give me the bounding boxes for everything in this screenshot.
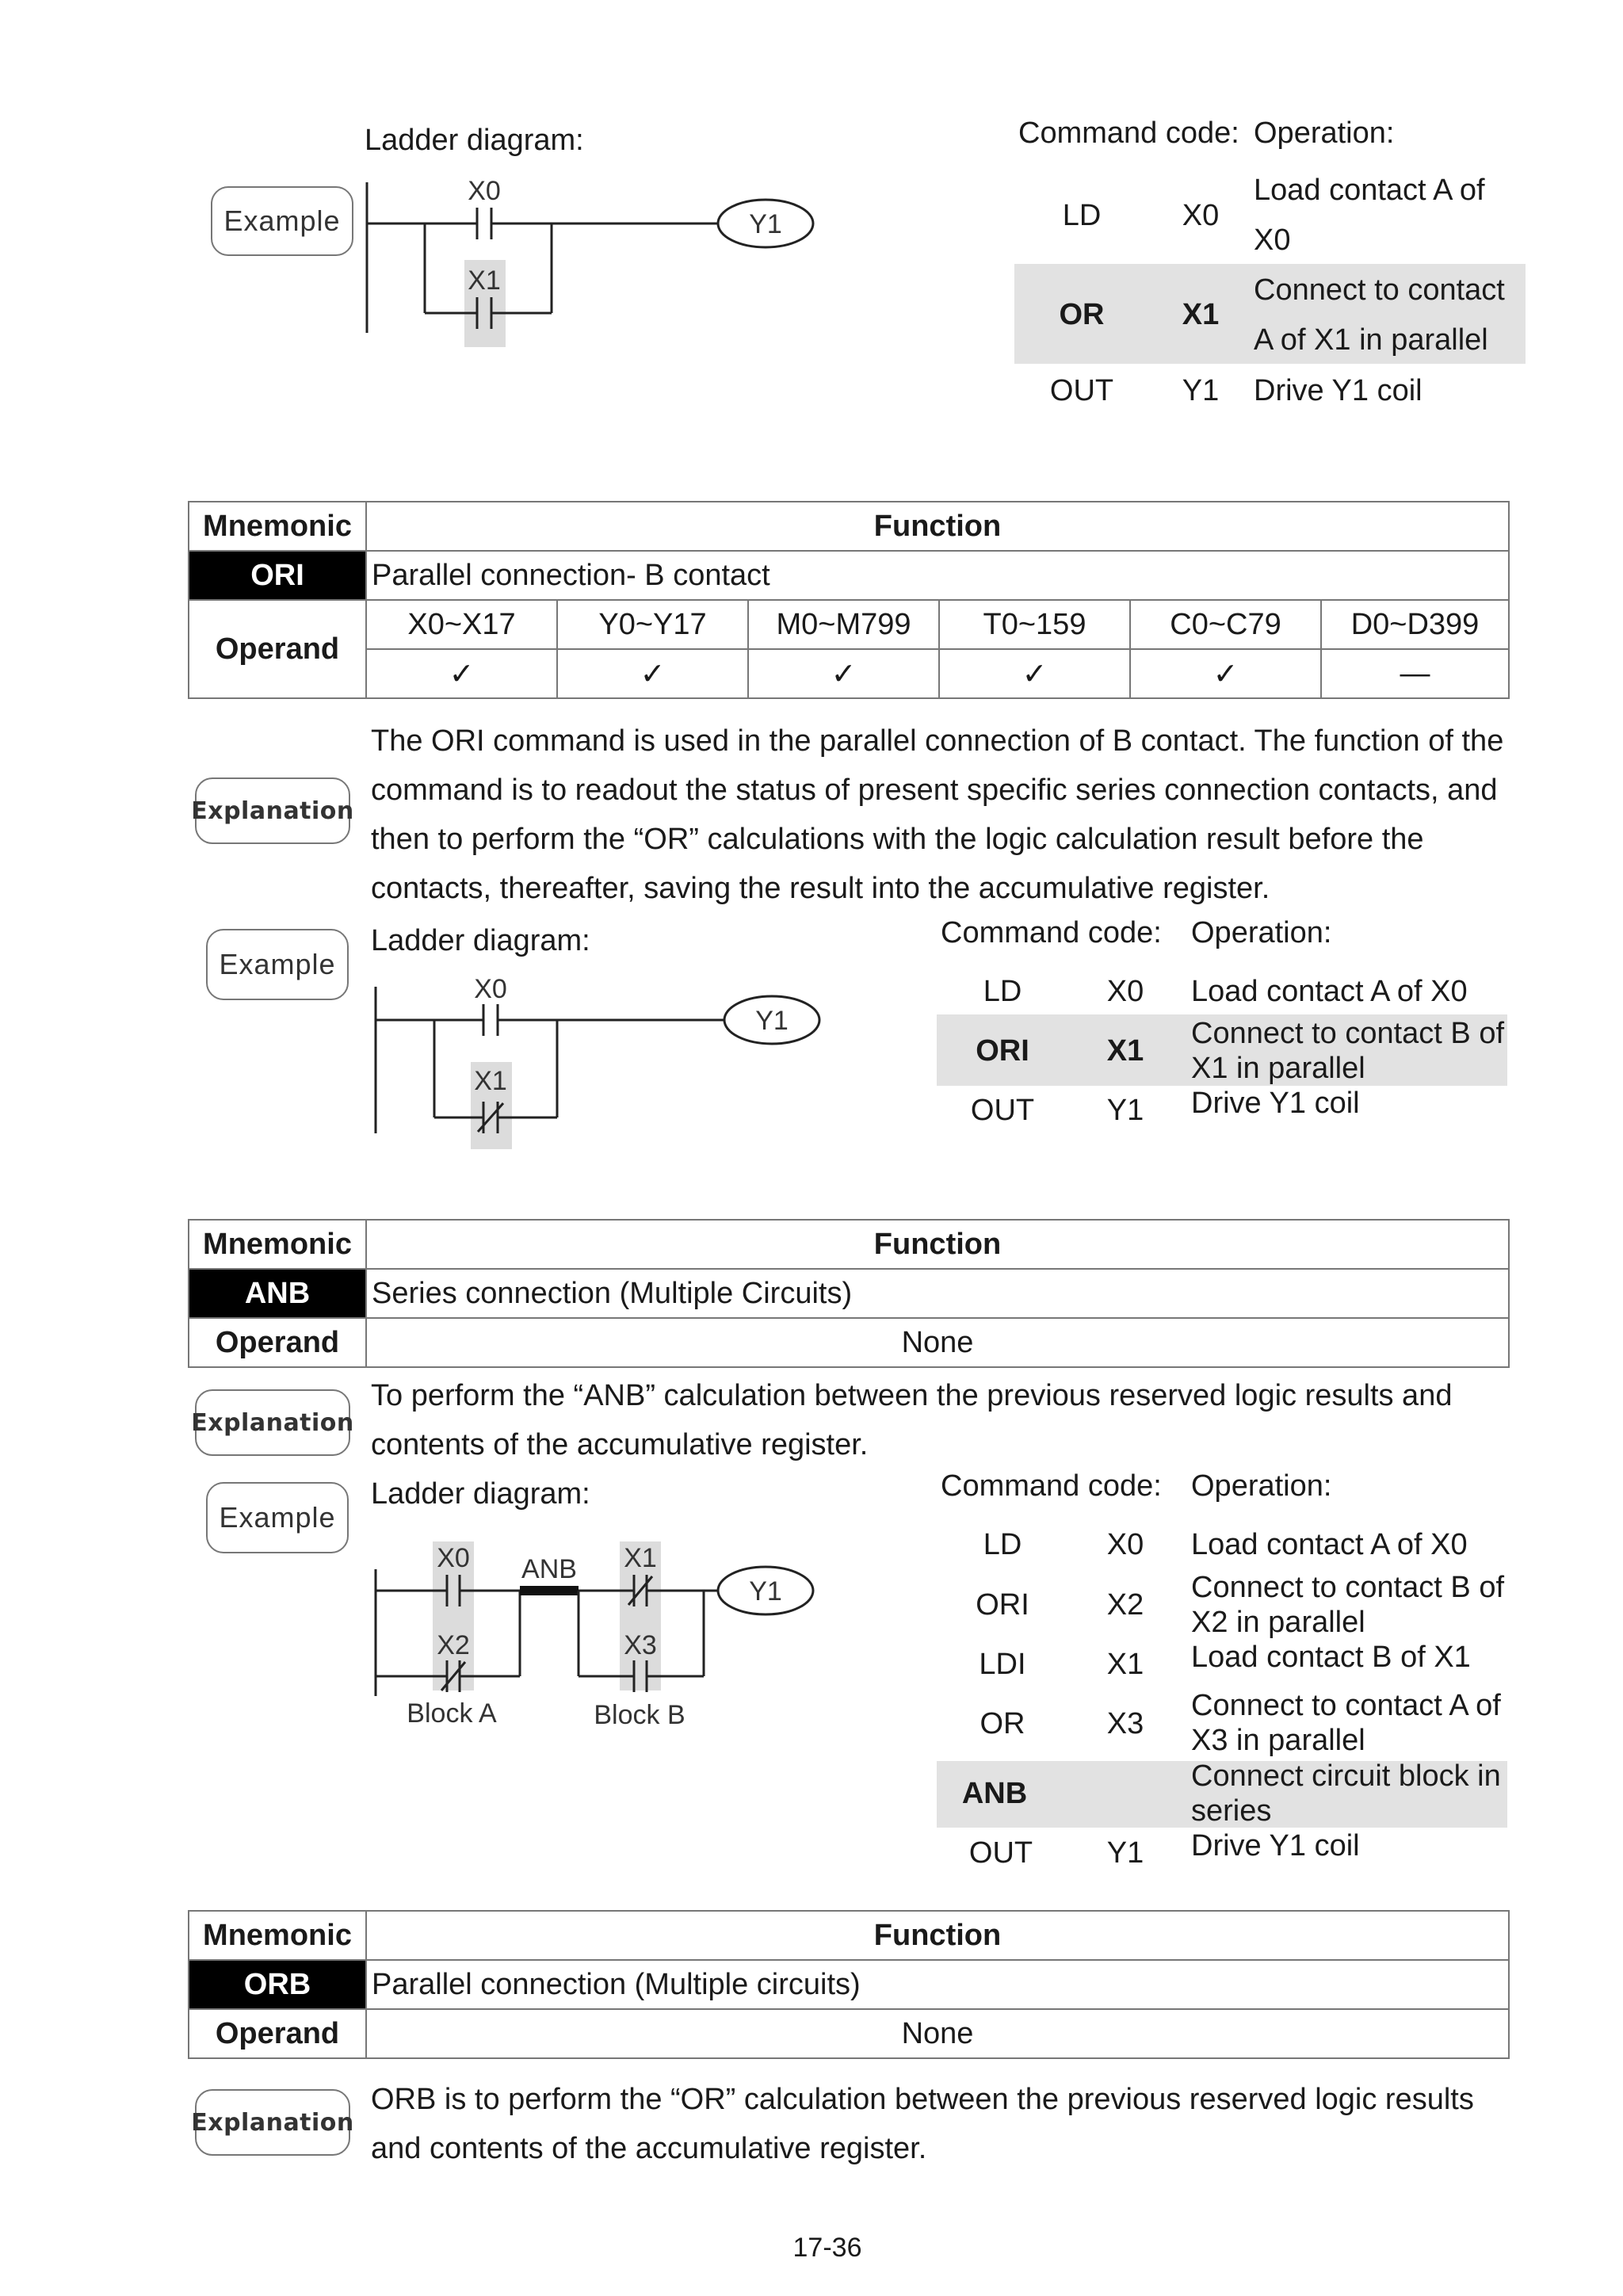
command-cell: OUT xyxy=(968,1836,1033,1870)
explanation-line: contents of the accumulative register. xyxy=(371,1428,869,1461)
operand-mark: ✓ xyxy=(1130,649,1321,698)
operand-mark: — xyxy=(1321,649,1509,698)
command-cell: OR xyxy=(1059,298,1105,331)
mnemonic-header: Mnemonic xyxy=(189,1911,366,1960)
example-badge: Example xyxy=(206,1482,349,1553)
coil-label: Y1 xyxy=(749,209,782,239)
ladder-label: Ladder diagram: xyxy=(371,924,590,957)
device-cell: X0 xyxy=(1106,975,1144,1008)
ori-explanation xyxy=(371,716,1506,913)
explanation-line: then to perform the “OR” calculations with the logic calculation result before the xyxy=(371,823,1424,856)
contact-label: X0 xyxy=(474,974,507,1004)
orb-explanation xyxy=(371,2075,1506,2173)
operation-cell: Load contact B of X1 xyxy=(1191,1641,1471,1674)
contact-label: X1 xyxy=(624,1543,657,1573)
operation-header: Operation: xyxy=(1191,916,1332,949)
operation-cell: X0 xyxy=(1254,223,1291,257)
command-cell: LD xyxy=(1062,199,1102,232)
device-cell: X0 xyxy=(1106,1528,1144,1561)
command-cell: OR xyxy=(980,1707,1025,1740)
operation-cell: Load contact A of X0 xyxy=(1191,975,1468,1008)
operand-range: T0~159 xyxy=(939,600,1130,649)
operation-header: Operation: xyxy=(1254,117,1395,150)
contact-label: X0 xyxy=(468,176,501,206)
contact-label: X1 xyxy=(468,266,501,296)
operation-cell: X1 in parallel xyxy=(1191,1052,1365,1085)
coil-label: Y1 xyxy=(749,1576,782,1606)
ladder-diagram-anb xyxy=(365,1534,856,1748)
mnemonic-header: Mnemonic xyxy=(189,502,366,551)
function-header: Function xyxy=(366,502,1509,551)
operation-cell: Load contact A of xyxy=(1254,174,1485,207)
contact-label: X0 xyxy=(437,1543,470,1573)
operand-range: Y0~Y17 xyxy=(557,600,748,649)
operand-range: D0~D399 xyxy=(1321,600,1509,649)
block-label: Block A xyxy=(407,1698,497,1729)
ori-spec-table xyxy=(188,501,1510,699)
operation-cell: A of X1 in parallel xyxy=(1254,323,1488,357)
operation-cell: Connect to contact B of xyxy=(1191,1017,1505,1050)
command-cell: OUT xyxy=(970,1094,1035,1127)
page-number: 17-36 xyxy=(792,2233,862,2263)
explanation-line: To perform the “ANB” calculation between the previous reserved logic results and xyxy=(371,1379,1453,1412)
operand-mark: ✓ xyxy=(748,649,939,698)
operation-cell: Connect to contact A of xyxy=(1191,1689,1501,1722)
command-cell: LD xyxy=(983,975,1022,1008)
operand-mark: ✓ xyxy=(557,649,748,698)
operand-range: M0~M799 xyxy=(748,600,939,649)
explanation-line: command is to readout the status of present specific series connection contacts, and xyxy=(371,774,1498,807)
operand-mark: ✓ xyxy=(939,649,1130,698)
device-cell: Y1 xyxy=(1106,1836,1144,1870)
operand-mark: ✓ xyxy=(366,649,557,698)
anb-spec-table xyxy=(188,1219,1510,1368)
operation-cell: Connect circuit block in xyxy=(1191,1759,1501,1793)
mnemonic-cell: ORI xyxy=(189,551,366,600)
contact-label: X2 xyxy=(437,1630,470,1660)
device-cell: Y1 xyxy=(1106,1094,1144,1127)
device-cell: X1 xyxy=(1106,1648,1144,1681)
function-cell: Parallel connection- B contact xyxy=(366,551,1509,600)
command-header: Command code: xyxy=(941,1469,1162,1503)
device-cell: X1 xyxy=(1106,1034,1144,1068)
command-cell: ORI xyxy=(976,1034,1029,1068)
mnemonic-cell: ANB xyxy=(189,1269,366,1318)
operand-value: None xyxy=(366,2009,1509,2058)
function-cell: Parallel connection (Multiple circuits) xyxy=(366,1960,1509,2009)
device-cell: X0 xyxy=(1182,199,1220,232)
operand-value: None xyxy=(366,1318,1509,1367)
ladder-diagram-or xyxy=(349,166,840,349)
device-cell: X3 xyxy=(1106,1707,1144,1740)
ladder-label: Ladder diagram: xyxy=(365,124,584,157)
operation-cell: Connect to contact xyxy=(1254,273,1505,307)
block-label: Block B xyxy=(594,1700,685,1730)
command-cell: ANB xyxy=(961,1777,1028,1810)
explanation-badge: Explanation xyxy=(195,1389,350,1456)
anb-label: ANB xyxy=(521,1554,577,1584)
mnemonic-header: Mnemonic xyxy=(189,1220,366,1269)
device-cell: X1 xyxy=(1182,298,1220,331)
operation-cell: Drive Y1 coil xyxy=(1191,1087,1360,1120)
operation-cell: Drive Y1 coil xyxy=(1191,1829,1360,1862)
mnemonic-cell: ORB xyxy=(189,1960,366,2009)
command-header: Command code: xyxy=(941,916,1162,949)
contact-label: X1 xyxy=(474,1066,507,1096)
ladder-label: Ladder diagram: xyxy=(371,1477,590,1511)
explanation-line: and contents of the accumulative register. xyxy=(371,2132,927,2165)
orb-spec-table xyxy=(188,1910,1510,2059)
function-header: Function xyxy=(366,1220,1509,1269)
operand-range: X0~X17 xyxy=(366,600,557,649)
explanation-badge: Explanation xyxy=(195,777,350,844)
operation-cell: Drive Y1 coil xyxy=(1254,374,1423,407)
device-cell: Y1 xyxy=(1182,374,1220,407)
operation-cell: X2 in parallel xyxy=(1191,1606,1365,1639)
operand-label: Operand xyxy=(189,600,366,698)
function-cell: Series connection (Multiple Circuits) xyxy=(366,1269,1509,1318)
command-header: Command code: xyxy=(1018,117,1239,150)
explanation-line: ORB is to perform the “OR” calculation between the previous reserved logic results xyxy=(371,2083,1474,2116)
operation-cell: Load contact A of X0 xyxy=(1191,1528,1468,1561)
command-cell: ORI xyxy=(976,1588,1029,1622)
operand-label: Operand xyxy=(189,2009,366,2058)
contact-label: X3 xyxy=(624,1630,657,1660)
operation-cell: Connect to contact B of xyxy=(1191,1571,1505,1604)
operation-cell: X3 in parallel xyxy=(1191,1724,1365,1757)
explanation-line: The ORI command is used in the parallel connection of B contact. The function of the xyxy=(371,724,1504,758)
operand-range: C0~C79 xyxy=(1130,600,1321,649)
ladder-diagram-ori xyxy=(365,963,856,1153)
operand-label: Operand xyxy=(189,1318,366,1367)
command-cell: LDI xyxy=(979,1648,1026,1681)
example-badge: Example xyxy=(211,186,353,256)
example-badge: Example xyxy=(206,929,349,1000)
command-cell: LD xyxy=(983,1528,1022,1561)
command-cell: OUT xyxy=(1049,374,1114,407)
device-cell: X2 xyxy=(1106,1588,1144,1622)
operation-header: Operation: xyxy=(1191,1469,1332,1503)
operation-cell: series xyxy=(1191,1794,1272,1828)
function-header: Function xyxy=(366,1911,1509,1960)
explanation-line: contacts, thereafter, saving the result into the accumulative register. xyxy=(371,872,1270,905)
anb-explanation xyxy=(371,1371,1506,1469)
coil-label: Y1 xyxy=(755,1006,789,1036)
explanation-badge: Explanation xyxy=(195,2089,350,2156)
